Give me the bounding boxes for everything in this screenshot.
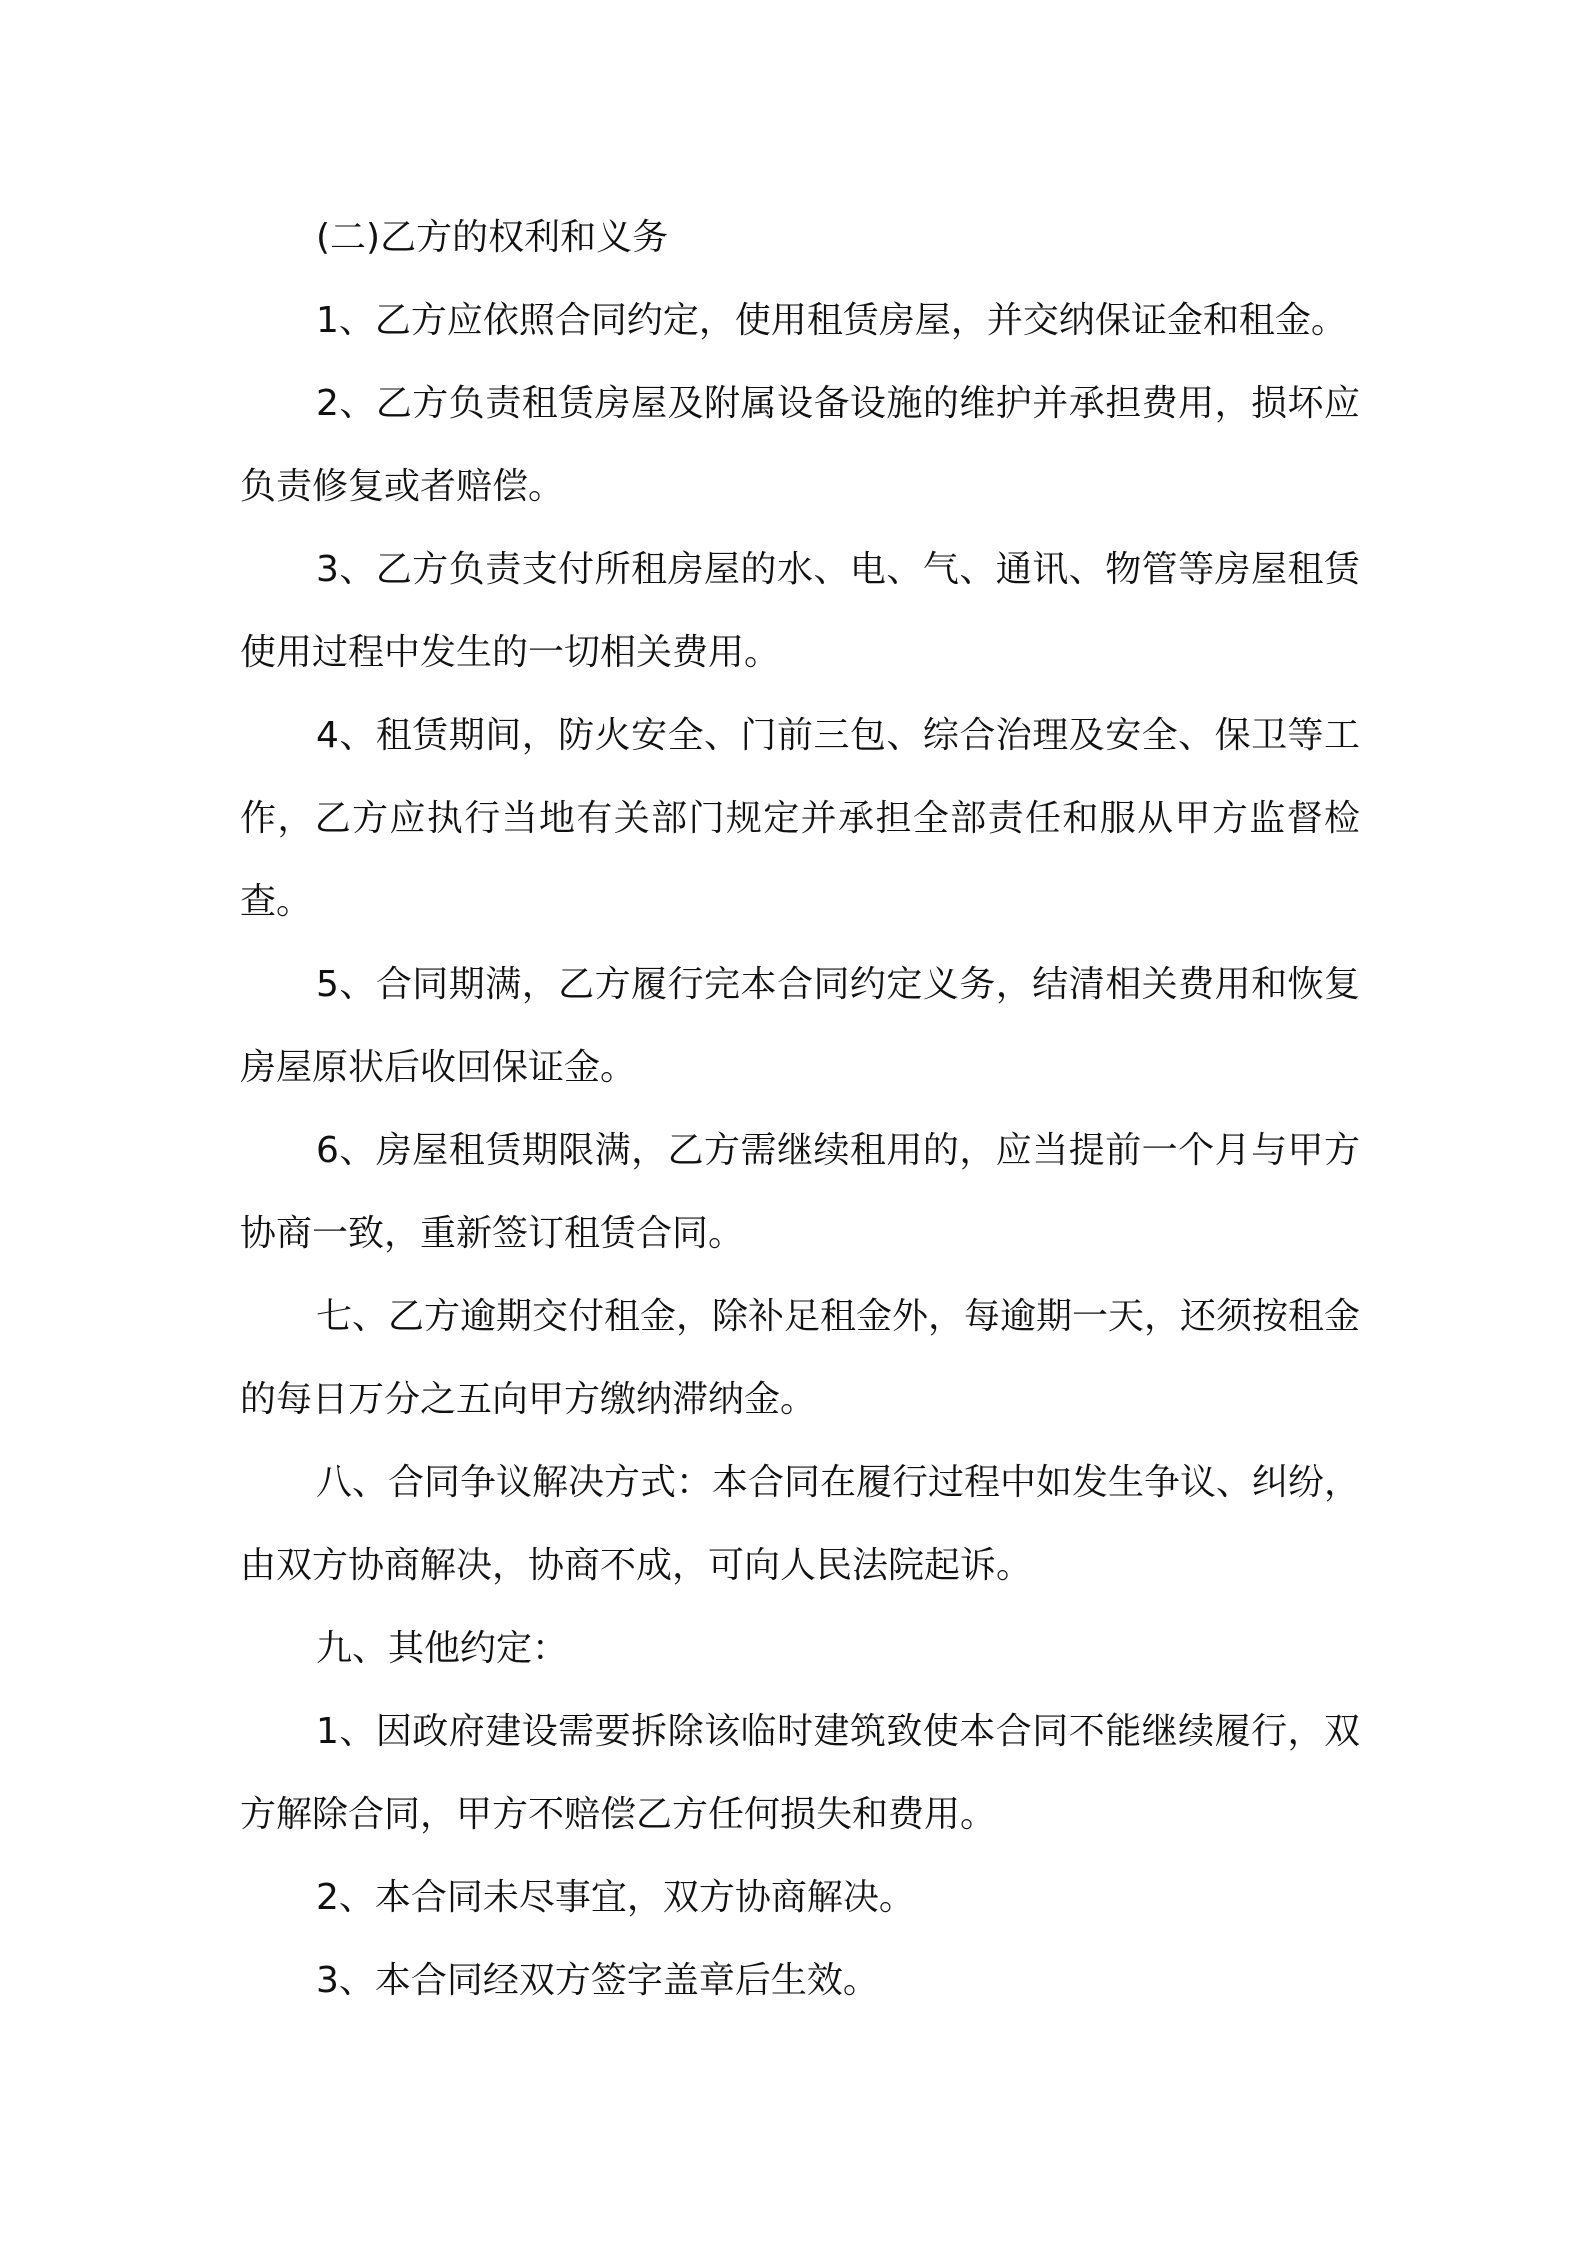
- clause-paragraph: 八、合同争议解决方式：本合同在履行过程中如发生争议、纠纷，由双方协商解决，协商不成，可向人民法院起诉。: [240, 1462, 1361, 1586]
- clause-paragraph: 3、本合同经双方签字盖章后生效。: [316, 1960, 879, 2001]
- clause-paragraph: 6、房屋租赁期限满，乙方需继续租用的，应当提前一个月与甲方协商一致，重新签订租赁合同。: [240, 1130, 1360, 1254]
- section-heading-other-agreements: 九、其他约定：: [316, 1628, 569, 1669]
- clause-paragraph: 4、租赁期间，防火安全、门前三包、综合治理及安全、保卫等工作，乙方应执行当地有关部门规定并承担全部责任和服从甲方监督检查。: [240, 715, 1360, 922]
- clause-paragraph: 1、因政府建设需要拆除该临时建筑致使本合同不能继续履行，双方解除合同，甲方不赔偿乙方任何损失和费用。: [240, 1711, 1360, 1835]
- clause-paragraph: 5、合同期满，乙方履行完本合同约定义务，结清相关费用和恢复房屋原状后收回保证金。: [240, 964, 1360, 1088]
- clause-paragraph: 2、乙方负责租赁房屋及附属设备设施的维护并承担费用，损坏应负责修复或者赔偿。: [240, 383, 1360, 507]
- clause-paragraph: 2、本合同未尽事宜，双方协商解决。: [316, 1877, 915, 1918]
- clause-paragraph: 3、乙方负责支付所租房屋的水、电、气、通讯、物管等房屋租赁使用过程中发生的一切相关费用。: [240, 549, 1360, 673]
- section-heading-party-b-rights: (二)乙方的权利和义务: [316, 217, 669, 258]
- document-body: [240, 196, 1360, 2022]
- clause-paragraph: 七、乙方逾期交付租金，除补足租金外，每逾期一天，还须按租金的每日万分之五向甲方缴纳滞纳金。: [240, 1296, 1361, 1420]
- clause-paragraph: 1、乙方应依照合同约定，使用租赁房屋，并交纳保证金和租金。: [316, 300, 1347, 341]
